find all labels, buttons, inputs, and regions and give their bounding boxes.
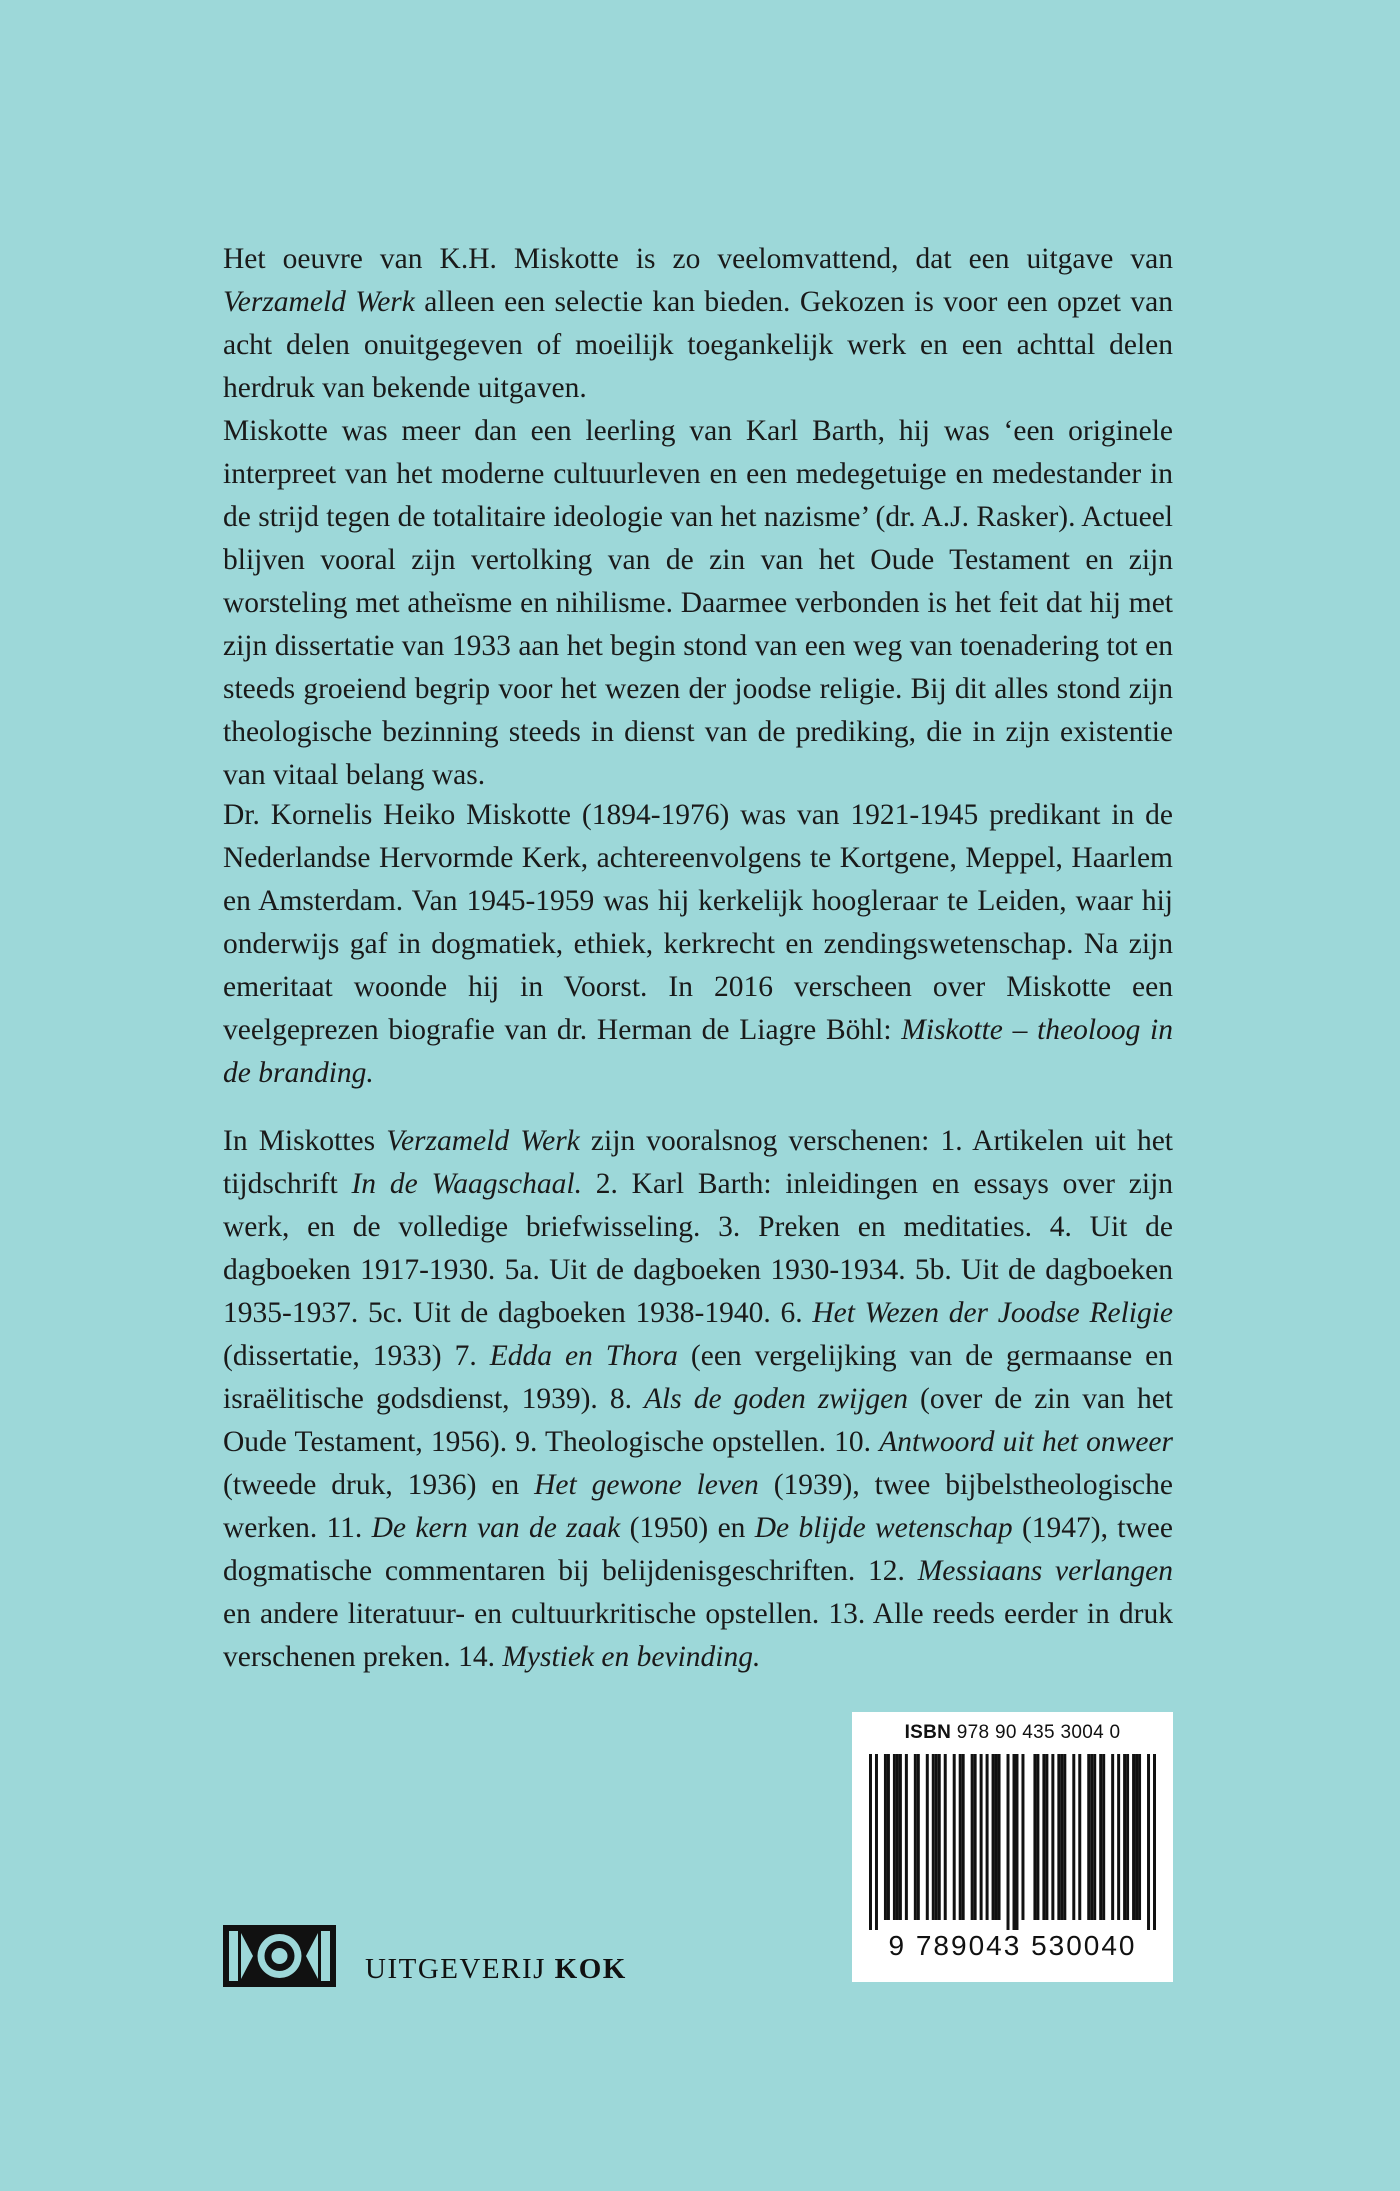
- barcode-bar: [1138, 1754, 1141, 1920]
- barcode-bar: [986, 1754, 989, 1920]
- works-text-4: (dissertatie, 1933) 7.: [223, 1340, 490, 1372]
- works-title-5: Als de goden zwijgen: [644, 1383, 908, 1415]
- works-title-8: De kern van de zaak: [371, 1512, 621, 1544]
- barcode-icon: [869, 1754, 1156, 1930]
- barcode-bar: [953, 1754, 956, 1920]
- barcode-bar: [926, 1754, 929, 1920]
- works-text-2: zijn vooralsnog verschenen: 1. Artikelen uit het tijdschrift: [223, 1125, 1173, 1200]
- barcode-bar: [1132, 1754, 1135, 1920]
- works-text-9: (1950) en: [620, 1512, 755, 1544]
- isbn-prefix: ISBN: [904, 1722, 952, 1743]
- barcode-bar: [1087, 1754, 1090, 1920]
- paragraph-miskotte-barth: Miskotte was meer dan een leerling van Karl Barth, hij was ‘een originele interpreet van het moderne cultuurleven en een medegetuige en medestander in de strijd tegen de totalitaire ideologie van het nazisme’ (dr. A.J. Rasker). Actueel blijven vooral zijn vertolking van de zin van het Oude Testament en zijn worsteling met atheïsme en nihilisme. Daarmee verbonden is het feit dat hij met zijn dissertatie van 1933 aan het begin stond van een weg van toenadering tot en steeds groeiend begrip voor het wezen der joodse religie. Bij dit alles stond zijn theologische bezinning steeds in dienst van de prediking, die in zijn existentie van vitaal belang was.: [223, 415, 1173, 791]
- barcode-bar: [914, 1754, 917, 1920]
- barcode-bar: [1036, 1754, 1039, 1920]
- barcode-bar: [1117, 1754, 1120, 1920]
- barcode-bar: [932, 1754, 935, 1920]
- barcode-bar: [1060, 1754, 1063, 1920]
- barcode-digits: 9 789043 530040: [888, 1930, 1137, 1961]
- barcode-bar: [962, 1754, 965, 1920]
- barcode-bar: [1102, 1754, 1105, 1920]
- barcode-bar: [959, 1754, 962, 1920]
- barcode-bar: [1063, 1754, 1066, 1920]
- barcode-bar: [899, 1754, 902, 1920]
- barcode-bar: [875, 1754, 878, 1930]
- barcode-bar: [1090, 1754, 1093, 1920]
- works-text-5: (een vergelijking van de germaanse en israëlitische godsdienst, 1939). 8.: [223, 1340, 1173, 1415]
- works-text-1: In Miskottes: [223, 1125, 387, 1157]
- works-text-3: 2. Karl Barth: inleidingen en essays over zijn werk, en de volledige briefwisseling. 3. Preken en meditaties. 4. Uit de dagboeken 1917-1930. 5a. Uit de dagboeken 1930-1934. 5b. Uit de dagboeken 1935-1937. 5c. Uit de dagboeken 1938-1940. 6.: [223, 1168, 1174, 1329]
- barcode-bar: [1093, 1754, 1096, 1920]
- barcode-bar: [893, 1754, 896, 1920]
- barcode-bar: [971, 1754, 974, 1920]
- barcode-bar: [1057, 1754, 1060, 1920]
- barcode-bar: [1015, 1754, 1018, 1930]
- barcode-bar: [1042, 1754, 1045, 1920]
- barcode-bar: [998, 1754, 1001, 1920]
- body-text-biography: [223, 794, 1173, 1095]
- barcode-bar: [869, 1754, 872, 1930]
- barcode-bar: [1051, 1754, 1054, 1920]
- paragraph-works: [223, 1120, 1173, 1679]
- works-text-8: (1939), twee bijbelstheologische werken. 11.: [223, 1469, 1173, 1544]
- works-title-3: Het Wezen der Joodse Religie: [812, 1297, 1173, 1329]
- barcode-bar: [980, 1754, 983, 1920]
- barcode-bar: [887, 1754, 890, 1920]
- barcode-bar: [1147, 1754, 1150, 1930]
- barcode-bar: [1078, 1754, 1081, 1920]
- barcode-bar: [1072, 1754, 1075, 1920]
- isbn-label: [852, 1722, 1173, 1744]
- works-title-9: De blijde wetenschap: [754, 1512, 1013, 1544]
- paragraph1-part2: alleen een selectie kan bieden. Gekozen is voor een opzet van acht delen onuitgegeven of moeilijk toegankelijk werk en een achttal delen herdruk van bekende uitgaven.: [223, 286, 1174, 404]
- barcode-bar: [935, 1754, 938, 1920]
- barcode-bar: [1013, 1754, 1016, 1930]
- barcode-bar: [995, 1754, 998, 1920]
- barcode-bar: [1045, 1754, 1048, 1920]
- paragraph1-part1: Het oeuvre van K.H. Miskotte is zo veelomvattend, dat een uitgave van: [223, 243, 1173, 275]
- barcode-bar: [1021, 1754, 1024, 1920]
- works-text-6: (over de zin van het Oude Testament, 1956). 9. Theologische opstellen. 10.: [223, 1383, 1173, 1458]
- barcode-bar: [1153, 1754, 1156, 1930]
- works-title-1: Verzameld Werk: [386, 1125, 580, 1157]
- paragraph-biography: [223, 794, 1173, 1095]
- isbn-number: 978 90 435 3004 0: [956, 1722, 1121, 1743]
- kok-logo-icon: [223, 1925, 336, 1987]
- publisher-name-regular: UITGEVERIJ: [365, 1953, 555, 1985]
- body-text-works-list: [223, 1120, 1173, 1679]
- works-text-7: (tweede druk, 1936) en: [223, 1469, 535, 1501]
- barcode-bar: [992, 1754, 995, 1920]
- barcode-bar: [1111, 1754, 1114, 1920]
- barcode-bar: [1126, 1754, 1129, 1920]
- works-title-11: Mystiek en bevinding.: [502, 1641, 761, 1673]
- paragraph3-part1: Dr. Kornelis Heiko Miskotte (1894-1976) was van 1921-1945 predikant in de Nederlandse Hervormde Kerk, achtereenvolgens te Kortgene, Meppel, Haarlem en Amsterdam. Van 1945-1959 was hij kerkelijk hoogleraar te Leiden, waar hij onderwijs gaf in dogmatiek, ethiek, kerkrecht en zendingswetenschap. Na zijn emeritaat woonde hij in Voorst. In 2016 verscheen over Miskotte een veelgeprezen biografie van dr. Herman de Liagre Böhl:: [223, 799, 1173, 1046]
- barcode-bar: [944, 1754, 947, 1920]
- barcode-bar: [1099, 1754, 1102, 1920]
- barcode-bar: [905, 1754, 908, 1920]
- barcode-bar: [1007, 1754, 1010, 1930]
- barcode-bar: [1033, 1754, 1036, 1920]
- publisher-name: [365, 1953, 627, 1986]
- works-title-10: Messiaans verlangen: [917, 1555, 1173, 1587]
- barcode-bar: [974, 1754, 977, 1920]
- works-title-6: Antwoord uit het onweer: [879, 1426, 1173, 1458]
- isbn-barcode-box: [852, 1712, 1173, 1982]
- barcode-bar: [1135, 1754, 1138, 1920]
- barcode-bar: [917, 1754, 920, 1920]
- paragraph1-italic-title: Verzameld Werk: [223, 286, 415, 318]
- body-text-intro: [223, 238, 1173, 797]
- works-text-11: en andere literatuur- en cultuurkritische opstellen. 13. Alle reeds eerder in druk verschenen preken. 14.: [223, 1598, 1173, 1673]
- barcode-bar: [884, 1754, 887, 1920]
- works-title-4: Edda en Thora: [489, 1340, 678, 1372]
- works-text-10: (1947), twee dogmatische commentaren bij belijdenisgeschriften. 12.: [223, 1512, 1173, 1587]
- barcode-bar: [938, 1754, 941, 1920]
- publisher-name-bold: KOK: [554, 1953, 627, 1985]
- paragraph-oeuvre: [223, 238, 1173, 410]
- paragraph3-italic-title: Miskotte – theoloog in de branding.: [223, 1014, 1174, 1089]
- barcode-bar: [1123, 1754, 1126, 1920]
- barcode-bar: [896, 1754, 899, 1920]
- works-title-2: In de Waagschaal.: [351, 1168, 582, 1200]
- works-title-7: Het gewone leven: [534, 1469, 759, 1501]
